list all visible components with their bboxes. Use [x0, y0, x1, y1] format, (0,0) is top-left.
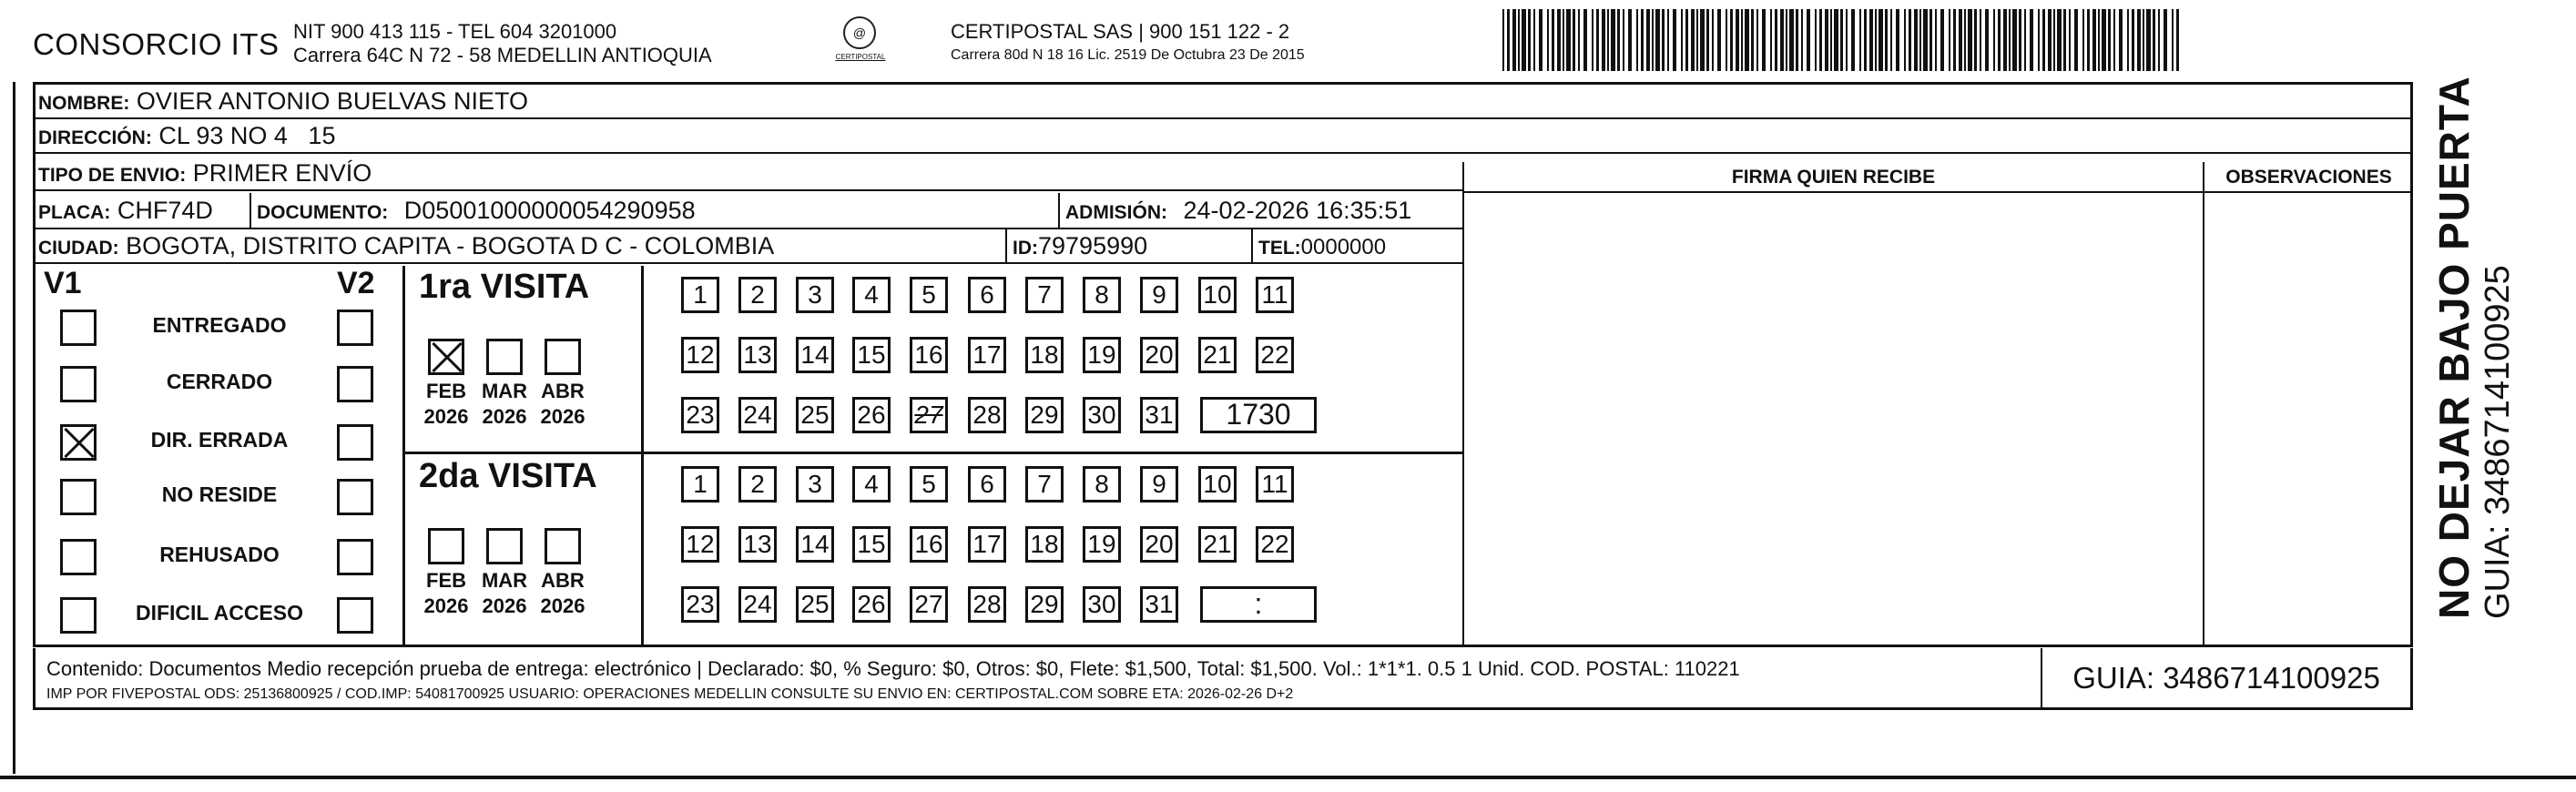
barcode-bar	[1985, 9, 1989, 71]
barcode-bar	[1662, 9, 1665, 71]
barcode-bar	[2143, 9, 2144, 71]
barcode-bar	[1789, 9, 1794, 71]
barcode-bar	[1762, 9, 1766, 71]
day-box[interactable]: 20	[1140, 526, 1178, 563]
barcode-bar	[1717, 9, 1721, 71]
contenido-text: Contenido: Documentos Medio recepción prueba de entrega: electrónico | Declarado: $0, % Seguro: $0, Otros: $0, Flete: $1,500, Total: $1,500. Vol.: 1*1*1. 0.5 1 Unid. COD. POSTAL: 110221	[46, 657, 1740, 680]
ciudad-value: BOGOTA, DISTRITO CAPITA - BOGOTA D C - COLOMBIA	[126, 232, 775, 259]
nombre-value: OVIER ANTONIO BUELVAS NIETO	[136, 87, 528, 115]
barcode-bar	[1846, 9, 1848, 71]
barcode-bar	[1751, 9, 1754, 71]
month-checkbox[interactable]	[486, 339, 523, 375]
v2-checkbox[interactable]	[337, 479, 373, 515]
row-tipo	[33, 157, 1462, 191]
barcode-bar	[2012, 9, 2017, 71]
day-box[interactable]: 18	[1025, 526, 1064, 563]
barcode-bar	[1875, 9, 1877, 71]
barcode-bar	[1617, 9, 1620, 71]
barcode-bar	[2102, 9, 2106, 71]
divider-status	[402, 266, 405, 646]
tipo-label: TIPO DE ENVIO:	[38, 165, 187, 186]
day-box[interactable]: 4	[852, 466, 891, 503]
barcode-bar	[1780, 9, 1784, 71]
month-year: 2026	[482, 594, 527, 617]
day-box[interactable]: 22	[1256, 337, 1294, 373]
v1-checkbox[interactable]	[60, 366, 97, 402]
day-box[interactable]: 28	[968, 586, 1006, 623]
barcode-bar	[1745, 9, 1749, 71]
divider-visits	[402, 452, 1462, 454]
barcode-bar	[2176, 9, 2179, 71]
documento-label: DOCUMENTO:	[257, 202, 389, 223]
barcode-bar	[2057, 9, 2062, 71]
side-label	[2429, 76, 2518, 619]
day-box[interactable]: 23	[681, 586, 719, 623]
barcode-bar	[1646, 9, 1650, 71]
day-box[interactable]: 5	[910, 466, 948, 503]
day-box[interactable]: 12	[681, 337, 719, 373]
barcode-bar	[1566, 9, 1571, 71]
month-year: 2026	[482, 405, 527, 428]
day-box[interactable]: 10	[1198, 277, 1237, 313]
barcode-bar	[2153, 9, 2155, 71]
barcode-bar	[1807, 9, 1810, 71]
month-name: ABR	[541, 380, 585, 402]
barcode-bar	[2119, 9, 2123, 71]
barcode-bar	[1815, 9, 1817, 71]
barcode-bar	[1980, 9, 1981, 71]
day-box[interactable]: 26	[852, 397, 891, 433]
barcode-bar	[1851, 9, 1855, 71]
day-box[interactable]: 27	[910, 397, 948, 433]
day-box[interactable]: 16	[910, 526, 948, 563]
nit-line: NIT 900 413 115 - TEL 604 3201000	[293, 20, 617, 43]
observaciones-column[interactable]	[2204, 162, 2413, 646]
day-box[interactable]: 17	[968, 526, 1006, 563]
barcode-bar	[1964, 9, 1966, 71]
placa-value: CHF74D	[117, 197, 213, 224]
day-box[interactable]: 12	[681, 526, 719, 563]
admision-value: 24-02-2026 16:35:51	[1183, 197, 1412, 224]
v1-checkbox[interactable]	[60, 479, 97, 515]
v1-checkbox[interactable]	[60, 310, 97, 346]
barcode-bar	[1968, 9, 1972, 71]
day-box[interactable]: 9	[1140, 277, 1178, 313]
barcode-bar	[2042, 9, 2045, 71]
barcode-bar	[2172, 9, 2174, 71]
barcode-bar	[2009, 9, 2011, 71]
certipostal-logo	[825, 16, 896, 69]
status-label: REHUSADO	[159, 543, 280, 566]
certi-name: CERTIPOSTAL SAS | 900 151 122 - 2	[951, 20, 1290, 43]
day-box[interactable]: 7	[1025, 277, 1064, 313]
day-box[interactable]: 24	[738, 586, 777, 623]
bottom-rule	[0, 776, 2576, 779]
barcode-bar	[1528, 9, 1531, 71]
barcode-bar	[2113, 9, 2115, 71]
status-label: ENTREGADO	[152, 313, 287, 337]
barcode-bar	[2030, 9, 2033, 71]
barcode-bar	[2108, 9, 2111, 71]
day-box[interactable]: 10	[1198, 466, 1237, 503]
barcode-bar	[2069, 9, 2071, 71]
barcode-bar	[1736, 9, 1739, 71]
row-nombre	[33, 85, 2413, 119]
day-box[interactable]: 31	[1140, 397, 1178, 433]
day-box[interactable]: 6	[968, 466, 1006, 503]
day-box[interactable]: 7	[1025, 466, 1064, 503]
direccion-label: DIRECCIÓN:	[38, 127, 152, 148]
barcode-bar	[1869, 9, 1873, 71]
day-box[interactable]: 30	[1083, 586, 1121, 623]
day-box[interactable]: 2	[738, 466, 777, 503]
day-box[interactable]: 14	[796, 526, 834, 563]
day-box[interactable]: 3	[796, 277, 834, 313]
day-box[interactable]: 22	[1256, 526, 1294, 563]
barcode-bar	[1700, 9, 1705, 71]
day-box[interactable]: 8	[1083, 466, 1121, 503]
barcode-bar	[1949, 9, 1950, 71]
day-box[interactable]: 17	[968, 337, 1006, 373]
barcode-bar	[1959, 9, 1962, 71]
barcode-bar	[1573, 9, 1575, 71]
logo-icon: @	[843, 16, 876, 49]
observaciones-label: OBSERVACIONES	[2204, 162, 2413, 193]
month-label	[419, 568, 473, 619]
day-box[interactable]: 18	[1025, 337, 1064, 373]
day-box[interactable]: 8	[1083, 277, 1121, 313]
barcode-bar	[1596, 9, 1599, 71]
barcode-bar	[1786, 9, 1787, 71]
status-label: DIFICIL ACCESO	[135, 601, 303, 624]
barcode-bar	[2146, 9, 2151, 71]
imp-text: IMP POR FIVEPOSTAL ODS: 25136800925 / COD.IMP: 54081700925 USUARIO: OPERACIONES MEDELLIN CONSULTE SU ENVIO EN: CERTIPOSTAL.COM SOBRE ETA: 2026-02-26 D+2	[46, 686, 1294, 702]
day-box[interactable]: 5	[910, 277, 948, 313]
row-direccion	[33, 119, 2413, 154]
certipostal-info	[951, 20, 1305, 67]
side-guia: GUIA: 3486714100925	[2479, 265, 2517, 619]
barcode-bar	[1741, 9, 1743, 71]
day-box[interactable]: 21	[1198, 526, 1237, 563]
month-name: FEB	[426, 569, 466, 592]
tel-label: TEL:	[1258, 238, 1301, 259]
barcode-bar	[1578, 9, 1580, 71]
barcode-bar	[2024, 9, 2026, 71]
barcode-bar	[2164, 9, 2167, 71]
barcode-bar	[2048, 9, 2052, 71]
hour-box[interactable]: 1730	[1200, 397, 1317, 433]
day-box[interactable]: 15	[852, 337, 891, 373]
nombre-label: NOMBRE:	[38, 93, 130, 114]
barcode-bar	[1940, 9, 1944, 71]
barcode-bar	[1607, 9, 1609, 71]
day-box[interactable]: 1	[681, 466, 719, 503]
barcode-bar	[1974, 9, 1977, 71]
barcode-bar	[1879, 9, 1883, 71]
barcode-bar	[1628, 9, 1632, 71]
month-label	[477, 568, 532, 619]
barcode-bar	[1712, 9, 1714, 71]
barcode-bar	[1507, 9, 1510, 71]
barcode-bar	[1923, 9, 1928, 71]
barcode-bar	[1696, 9, 1698, 71]
day-box[interactable]: 25	[796, 397, 834, 433]
day-box[interactable]: 2	[738, 277, 777, 313]
row-ciudad	[33, 229, 1462, 264]
month-label	[535, 568, 590, 619]
day-box[interactable]: 14	[796, 337, 834, 373]
id-label: ID:	[1013, 238, 1038, 259]
v2-checkbox[interactable]	[337, 310, 373, 346]
month-name: MAR	[481, 380, 528, 402]
v2-checkbox[interactable]	[337, 597, 373, 634]
barcode-bar	[1522, 9, 1526, 71]
barcode-bar	[1583, 9, 1587, 71]
barcode-bar	[1929, 9, 1932, 71]
barcode-bar	[1592, 9, 1593, 71]
direccion-value: CL 93 NO 4 15	[158, 122, 336, 149]
barcode-bar	[1667, 9, 1669, 71]
month-checkbox[interactable]	[545, 339, 581, 375]
barcode-bar	[1518, 9, 1520, 71]
tel-value: 0000000	[1300, 235, 1387, 259]
barcode-bar	[2038, 9, 2040, 71]
barcode-bar	[1611, 9, 1615, 71]
day-box[interactable]: 20	[1140, 337, 1178, 373]
barcode-bar	[1563, 9, 1564, 71]
day-box[interactable]: 3	[796, 466, 834, 503]
barcode-bar	[2092, 9, 2096, 71]
barcode-bar	[1840, 9, 1843, 71]
barcode-bar	[2082, 9, 2084, 71]
barcode-bar	[1859, 9, 1861, 71]
day-box[interactable]: 27	[910, 586, 948, 623]
month-checkbox[interactable]	[428, 339, 464, 375]
month-checkbox[interactable]	[486, 528, 523, 564]
barcode-bar	[1730, 9, 1733, 71]
day-box[interactable]: 19	[1083, 526, 1121, 563]
day-box[interactable]: 4	[852, 277, 891, 313]
month-name: MAR	[481, 569, 528, 592]
row-placa	[33, 193, 1462, 229]
day-box[interactable]: 26	[852, 586, 891, 623]
admision-label: ADMISIÓN:	[1065, 202, 1167, 223]
barcode-bar	[1756, 9, 1758, 71]
barcode-bar	[2074, 9, 2078, 71]
tipo-value: PRIMER ENVÍO	[192, 159, 372, 187]
barcode-bar	[1770, 9, 1772, 71]
barcode-bar	[2053, 9, 2055, 71]
barcode-bar	[2087, 9, 2090, 71]
status-label: CERRADO	[166, 370, 273, 393]
v1-checkbox[interactable]	[60, 539, 97, 575]
day-box[interactable]: 19	[1083, 337, 1121, 373]
barcode-bar	[1890, 9, 1892, 71]
documento-value: D05001000000054290958	[403, 197, 696, 224]
barcode-bar	[1834, 9, 1838, 71]
barcode-bar	[1953, 9, 1956, 71]
month-checkbox[interactable]	[428, 528, 464, 564]
v1-checkbox[interactable]	[60, 424, 97, 461]
barcode-bar	[1919, 9, 1921, 71]
month-label	[477, 379, 532, 430]
barcode-bar	[2132, 9, 2134, 71]
barcode-bar	[1830, 9, 1832, 71]
barcode-bar	[1681, 9, 1683, 71]
firma-label: FIRMA QUIEN RECIBE	[1464, 162, 2203, 193]
barcode-bar	[1796, 9, 1798, 71]
barcode-bar	[2127, 9, 2129, 71]
visit-title: 1ra VISITA	[419, 268, 590, 306]
v2-checkbox[interactable]	[337, 424, 373, 461]
logo-label: CERTIPOSTAL	[835, 53, 886, 61]
barcode-bar	[1726, 9, 1727, 71]
barcode-bar	[2098, 9, 2100, 71]
company-info	[293, 20, 712, 67]
hour-box[interactable]: :	[1200, 586, 1317, 623]
certi-address: Carrera 80d N 18 16 Lic. 2519 De Octubra 23 De 2015	[951, 47, 1305, 63]
divider-months	[641, 266, 644, 646]
barcode-bar	[1775, 9, 1777, 71]
month-name: ABR	[541, 569, 585, 592]
barcode-bar	[1557, 9, 1561, 71]
month-year: 2026	[423, 405, 469, 428]
month-label	[535, 379, 590, 430]
day-box[interactable]: 13	[738, 337, 777, 373]
barcode-bar	[1819, 9, 1822, 71]
barcode-bar	[1602, 9, 1605, 71]
barcode-bar	[1552, 9, 1554, 71]
day-box[interactable]: 11	[1256, 277, 1294, 313]
address-line: Carrera 64C N 72 - 58 MEDELLIN ANTIOQUIA	[293, 44, 712, 66]
barcode-bar	[1825, 9, 1828, 71]
day-box[interactable]: 29	[1025, 397, 1064, 433]
day-box[interactable]: 9	[1140, 466, 1178, 503]
barcode-bar	[1652, 9, 1654, 71]
placa-label: PLACA:	[38, 202, 111, 223]
visit-title: 2da VISITA	[419, 457, 597, 495]
day-box[interactable]: 29	[1025, 586, 1064, 623]
day-box[interactable]: 28	[968, 397, 1006, 433]
footer	[33, 648, 2413, 710]
barcode-bar	[2158, 9, 2160, 71]
day-box[interactable]: 23	[681, 397, 719, 433]
barcode	[1502, 9, 2181, 71]
month-name: FEB	[426, 380, 466, 402]
id-value: 79795990	[1038, 232, 1148, 259]
left-rule	[13, 82, 15, 774]
v2-checkbox[interactable]	[337, 539, 373, 575]
barcode-bar	[1533, 9, 1535, 71]
barcode-bar	[2019, 9, 2021, 71]
day-box[interactable]: 31	[1140, 586, 1178, 623]
day-box[interactable]: 16	[910, 337, 948, 373]
barcode-bar	[1673, 9, 1676, 71]
barcode-bar	[1864, 9, 1867, 71]
barcode-bar	[1691, 9, 1695, 71]
day-box[interactable]: 15	[852, 526, 891, 563]
barcode-bar	[1904, 9, 1906, 71]
firma-column[interactable]	[1462, 162, 2204, 646]
v2-checkbox[interactable]	[337, 366, 373, 402]
barcode-bar	[2003, 9, 2007, 71]
barcode-bar	[1935, 9, 1937, 71]
status-label: NO RESIDE	[161, 482, 278, 506]
day-box[interactable]: 13	[738, 526, 777, 563]
barcode-bar	[1706, 9, 1709, 71]
v1-label: V1	[44, 266, 82, 300]
barcode-bar	[1885, 9, 1888, 71]
day-box[interactable]: 24	[738, 397, 777, 433]
ciudad-label: CIUDAD:	[38, 238, 119, 259]
barcode-bar	[1993, 9, 1995, 71]
barcode-bar	[1896, 9, 1899, 71]
month-checkbox[interactable]	[545, 528, 581, 564]
barcode-bar	[1641, 9, 1644, 71]
guia-number: GUIA: 3486714100925	[2041, 648, 2410, 707]
barcode-bar	[2063, 9, 2066, 71]
barcode-bar	[1512, 9, 1516, 71]
barcode-bar	[1998, 9, 2001, 71]
barcode-bar	[1914, 9, 1918, 71]
month-year: 2026	[423, 594, 469, 617]
month-year: 2026	[540, 405, 585, 428]
month-year: 2026	[540, 594, 585, 617]
barcode-bar	[1909, 9, 1911, 71]
company-name: CONSORCIO ITS	[33, 27, 280, 61]
barcode-bar	[1636, 9, 1638, 71]
day-box[interactable]: 30	[1083, 397, 1121, 433]
day-box[interactable]: 6	[968, 277, 1006, 313]
barcode-bar	[1623, 9, 1624, 71]
barcode-bar	[1801, 9, 1803, 71]
barcode-bar	[1685, 9, 1688, 71]
signature-area	[1462, 162, 2413, 646]
barcode-bar	[1655, 9, 1660, 71]
day-box[interactable]: 25	[796, 586, 834, 623]
barcode-bar	[1539, 9, 1543, 71]
visit-grid	[33, 266, 1462, 646]
barcode-bar	[2137, 9, 2141, 71]
barcode-bar	[1547, 9, 1549, 71]
month-label	[419, 379, 473, 430]
status-label: DIR. ERRADA	[150, 428, 289, 452]
day-box[interactable]: 21	[1198, 337, 1237, 373]
warning-text: NO DEJAR BAJO PUERTA	[2430, 76, 2478, 619]
day-box[interactable]: 11	[1256, 466, 1294, 503]
day-box[interactable]: 1	[681, 277, 719, 313]
v2-label: V2	[337, 266, 375, 300]
barcode-bar	[1502, 9, 1504, 71]
v1-checkbox[interactable]	[60, 597, 97, 634]
